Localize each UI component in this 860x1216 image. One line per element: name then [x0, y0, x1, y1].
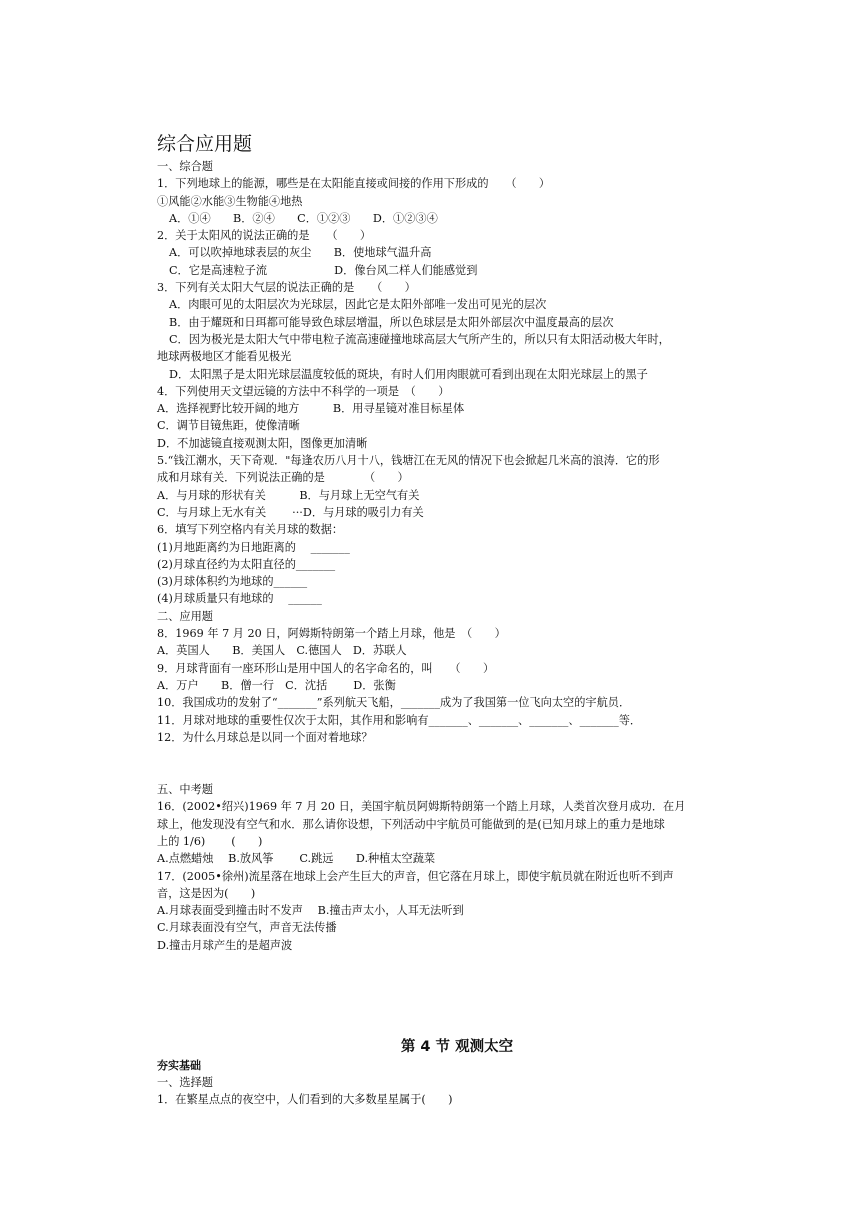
text-line: C．与月球上无水有关 ···D．与月球的吸引力有关: [157, 505, 424, 519]
subheading: 夯实基础: [157, 1059, 201, 1073]
text-line: A．与月球的形状有关 B．与月球上无空气有关: [157, 488, 420, 502]
text-line: 上的 1/6) ( ): [157, 834, 263, 848]
text-line: A．万户 B．僧一行 C．沈括 D．张衡: [157, 678, 396, 692]
text-line: C．调节目镜焦距，使像清晰: [157, 419, 300, 433]
text-line: A．可以吹掉地球表层的灰尘 B．使地球气温升高: [169, 246, 432, 260]
text-line: 1．下列地球上的能源，哪些是在太阳能直接或间接的作用下形成的 （ ）: [157, 177, 551, 191]
section-title: 第 4 节 观测太空: [400, 1039, 514, 1056]
text-line: 11．月球对地球的重要性仅次于太阳，其作用和影响有_______、_______、_______、_______等．: [157, 713, 642, 727]
text-line: A．①④ B．②④ C．①②③ D．①②③④: [169, 211, 438, 225]
text-line: (2)月球直径约为太阳直径的_______: [157, 557, 336, 571]
text-line: 五、中考题: [157, 783, 213, 797]
text-line: 8．1969 年 7 月 20 日，阿姆斯特朗第一个踏上月球，他是 （ ）: [157, 627, 506, 641]
text-line: 10．我国成功的发射了“_______”系列航天飞船，_______成为了我国第一位飞向太空的宇航员．: [157, 696, 631, 710]
text-line: 9．月球背面有一座环形山是用中国人的名字命名的，叫 （ ）: [157, 661, 495, 675]
page-title: 综合应用题: [157, 133, 253, 155]
text-line: 一、选择题: [157, 1076, 213, 1090]
text-line: C．因为极光是太阳大气中带电粒子流高速碰撞地球高层大气所产生的，所以只有太阳活动极大年时，: [169, 332, 670, 346]
text-line: 16．(2002•绍兴)1969 年 7 月 20 日，美国宇航员阿姆斯特朗第一个踏上月球，人类首次登月成功．在月: [157, 800, 686, 814]
text-line: (1)月地距离约为日地距离的 _______: [157, 540, 350, 554]
text-line: 6．填写下列空格内有关月球的数据：: [157, 523, 344, 537]
text-line: A.点燃蜡烛 B.放风筝 C.跳远 D.种植太空蔬菜: [157, 852, 436, 866]
text-line: 球上，他发现没有空气和水．那么请你设想，下列活动中宇航员可能做到的是(已知月球上的重力是地球: [157, 817, 665, 831]
text-line: D．不加滤镜直接观测太阳，图像更加清晰: [157, 436, 368, 450]
text-line: 17．(2005•徐州)流星落在地球上会产生巨大的声音，但它落在月球上，即使宇航员就在附近也听不到声: [157, 869, 674, 883]
spacer: [157, 746, 757, 781]
text-line: (3)月球体积约为地球的______: [157, 575, 308, 589]
text-line: A.月球表面受到撞击时不发声 B.撞击声太小，人耳无法听到: [157, 904, 464, 918]
text-line: C.月球表面没有空气，声音无法传播: [157, 921, 337, 935]
text-line: 4．下列使用天文望远镜的方法中不科学的一项是 （ ）: [157, 384, 450, 398]
text-line: D．太阳黑子是太阳光球层温度较低的斑块，有时人们用肉眼就可看到出现在太阳光球层上的黑子: [169, 367, 648, 381]
text-line: B．由于耀斑和日珥都可能导致色球层增温，所以色球层是太阳外部层次中温度最高的层次: [169, 315, 614, 329]
exercise-block-3: [157, 1074, 757, 1109]
text-line: 音，这是因为( ): [157, 886, 256, 900]
exercise-block-2: [157, 781, 757, 954]
text-line: 12．为什么月球总是以同一个面对着地球？: [157, 730, 373, 744]
text-line: C．它是高速粒子流 D．像台风二样人们能感觉到: [169, 263, 478, 277]
text-line: 1．在繁星点点的夜空中，人们看到的大多数星星属于( ): [157, 1093, 453, 1107]
text-line: ①风能②水能③生物能④地热: [157, 194, 303, 208]
text-line: 一、综合题: [157, 160, 213, 173]
text-line: 3．下列有关太阳大气层的说法正确的是 （ ）: [157, 281, 416, 295]
text-line: A．肉眼可见的太阳层次为光球层，因此它是太阳外部唯一发出可见光的层次: [169, 298, 547, 312]
text-line: 5.“钱江潮水，天下奇观．"每逢农历八月十八，钱塘江在无风的情况下也会掀起几米高的浪涛．它的形: [157, 454, 660, 468]
document-page: [157, 130, 757, 1109]
exercise-block-1: [157, 158, 757, 746]
text-line: 2．关于太阳风的说法正确的是 （ ）: [157, 229, 372, 243]
text-line: D.撞击月球产生的是超声波: [157, 938, 293, 952]
spacer: [157, 954, 757, 1036]
text-line: A．选择视野比较开阔的地方 B．用寻星镜对准目标星体: [157, 402, 465, 416]
text-line: 二、应用题: [157, 609, 213, 623]
text-line: (4)月球质量只有地球的 ______: [157, 592, 322, 606]
text-line: 地球两极地区才能看见极光: [157, 350, 292, 364]
text-line: 成和月球有关．下列说法正确的是 （ ）: [157, 471, 409, 485]
text-line: A．英国人 B．美国人 C.德国人 D．苏联人: [157, 644, 407, 658]
